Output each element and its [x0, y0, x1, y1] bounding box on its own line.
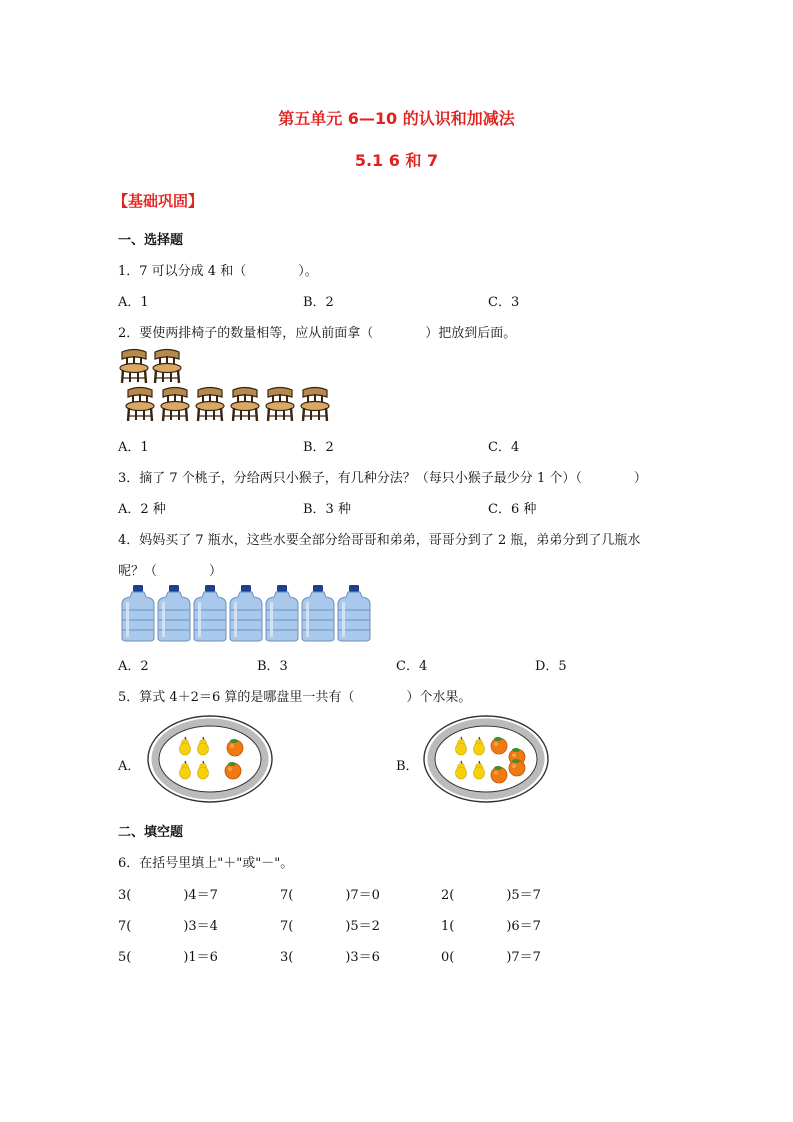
water-bottle-icon [300, 584, 336, 642]
page-title: 第五单元 6—10 的认识和加减法 [278, 109, 515, 128]
water-bottle-icon [336, 584, 372, 642]
q5-option-a[interactable]: A． [118, 759, 141, 774]
chair-icon [229, 386, 261, 422]
q2-option-c[interactable]: C．4 [488, 440, 520, 455]
chair-icon [159, 386, 191, 422]
q2-option-a[interactable]: A．1 [118, 440, 149, 455]
chair-icon [194, 386, 226, 422]
question-1: 1．7 可以分成 4 和（ ）。 [118, 264, 318, 279]
water-bottle-icon [264, 584, 300, 642]
chair-icon [124, 386, 156, 422]
chair-icon [118, 348, 150, 384]
fill-blank-2-1[interactable]: 7( )3＝4 [118, 919, 218, 934]
water-bottle-icon [228, 584, 264, 642]
chair-icon [299, 386, 331, 422]
fill-blank-2-2[interactable]: 7( )5＝2 [280, 919, 380, 934]
question-4-line2: 呢？（ ） [118, 564, 223, 579]
fill-blank-2-3[interactable]: 1( )6＝7 [441, 919, 541, 934]
fill-blank-1-2[interactable]: 7( )7＝0 [280, 888, 380, 903]
chairs-illustration [118, 346, 338, 426]
water-bottle-icon [120, 584, 156, 642]
part1-heading: 一、选择题 [118, 233, 184, 248]
plate-b-illustration [421, 713, 551, 805]
q4-option-a[interactable]: A．2 [118, 659, 149, 674]
question-6: 6．在括号里填上"＋"或"－"。 [118, 856, 294, 871]
plate-a-illustration [145, 713, 275, 805]
q4-option-d[interactable]: D．5 [535, 659, 567, 674]
section-basic-heading: 【基础巩固】 [113, 192, 204, 210]
page-subtitle: 5.1 6 和 7 [354, 151, 439, 170]
water-bottle-icon [156, 584, 192, 642]
question-5: 5．算式 4＋2＝6 算的是哪盘里一共有（ ）个水果。 [118, 690, 472, 705]
question-3: 3．摘了 7 个桃子，分给两只小猴子，有几种分法？（每只小猴子最少分 1 个）（ ） [118, 471, 647, 486]
fill-blank-3-1[interactable]: 5( )1＝6 [118, 950, 218, 965]
q2-option-b[interactable]: B．2 [303, 440, 334, 455]
plate-icon [421, 713, 551, 805]
q4-option-b[interactable]: B．3 [257, 659, 288, 674]
q1-option-b[interactable]: B．2 [303, 295, 334, 310]
chair-icon [151, 348, 183, 384]
fill-blank-1-1[interactable]: 3( )4＝7 [118, 888, 218, 903]
q3-option-b[interactable]: B．3 种 [303, 502, 351, 517]
chair-icon [264, 386, 296, 422]
fill-blank-3-3[interactable]: 0( )7＝7 [441, 950, 541, 965]
q3-option-c[interactable]: C．6 种 [488, 502, 537, 517]
q4-option-c[interactable]: C．4 [396, 659, 428, 674]
question-2: 2．要使两排椅子的数量相等，应从前面拿（ ）把放到后面。 [118, 326, 517, 341]
bottles-illustration [120, 584, 380, 642]
question-4-line1: 4．妈妈买了 7 瓶水，这些水要全部分给哥哥和弟弟，哥哥分到了 2 瓶，弟弟分到了几瓶水 [118, 533, 641, 548]
plate-icon [145, 713, 275, 805]
q1-option-a[interactable]: A．1 [118, 295, 149, 310]
part2-heading: 二、填空题 [118, 825, 184, 840]
water-bottle-icon [192, 584, 228, 642]
q3-option-a[interactable]: A．2 种 [118, 502, 166, 517]
fill-blank-3-2[interactable]: 3( )3＝6 [280, 950, 380, 965]
fill-blank-1-3[interactable]: 2( )5＝7 [441, 888, 541, 903]
q5-option-b[interactable]: B． [396, 759, 419, 774]
q1-option-c[interactable]: C．3 [488, 295, 520, 310]
